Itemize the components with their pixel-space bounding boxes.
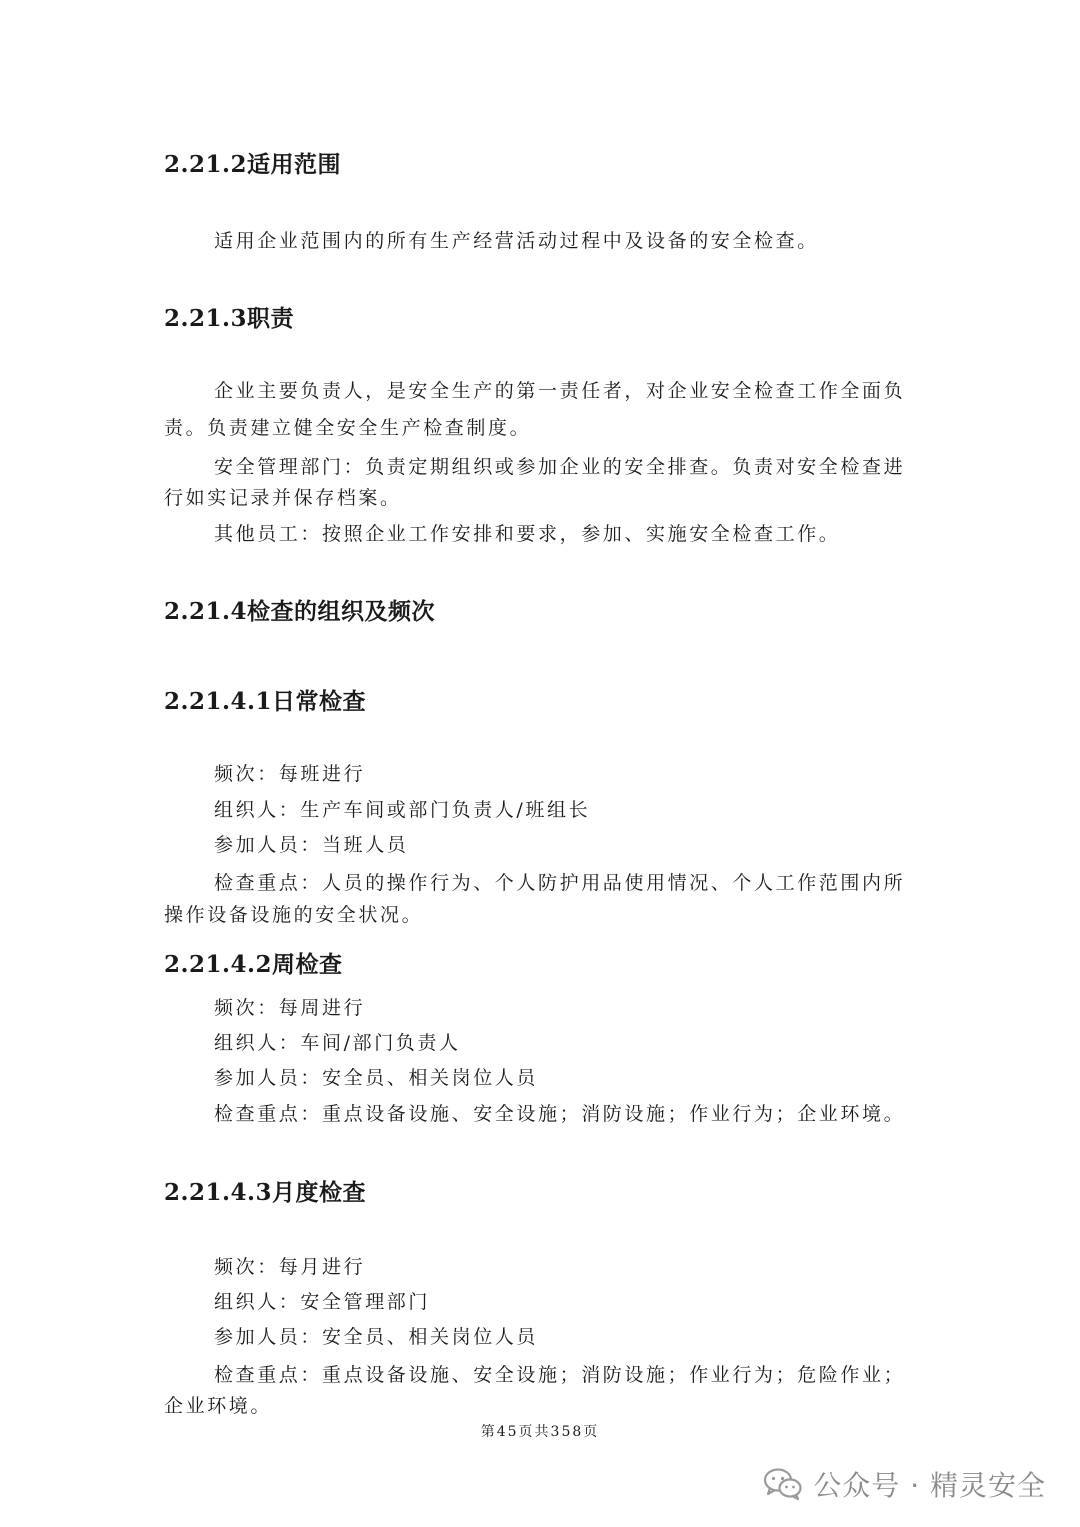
daily-organizer: 组织人：生产车间或部门负责人/班组长	[214, 799, 591, 821]
section-heading-2-21-4-1: 2.21.4.1日常检查	[164, 688, 367, 715]
section-heading-2-21-4-2: 2.21.4.2周检查	[164, 951, 343, 978]
section-heading-2-21-4: 2.21.4检查的组织及频次	[164, 598, 436, 625]
weekly-focus: 检查重点：重点设备设施、安全设施；消防设施；作业行为；企业环境。	[214, 1103, 906, 1125]
page-number-footer: 第45页共358页	[480, 1424, 600, 1440]
weekly-frequency: 频次：每周进行	[214, 997, 366, 1019]
monthly-participants: 参加人员：安全员、相关岗位人员	[214, 1326, 539, 1348]
daily-participants: 参加人员：当班人员	[214, 834, 409, 856]
paragraph-other-staff: 其他员工：按照企业工作安排和要求，参加、实施安全检查工作。	[214, 523, 841, 545]
daily-focus-line2: 操作设备设施的安全状况。	[164, 904, 424, 926]
section-heading-2-21-3: 2.21.3职责	[164, 305, 295, 332]
section-heading-2-21-4-3: 2.21.4.3月度检查	[164, 1179, 367, 1206]
monthly-focus-line2: 企业环境。	[164, 1395, 273, 1417]
monthly-organizer: 组织人：安全管理部门	[214, 1291, 431, 1313]
paragraph-leader-line2: 责。负责建立健全安全生产检查制度。	[164, 417, 532, 439]
paragraph-safety-dept-line1: 安全管理部门：负责定期组织或参加企业的安全排查。负责对安全检查进	[214, 456, 906, 478]
paragraph-scope: 适用企业范围内的所有生产经营活动过程中及设备的安全检查。	[214, 230, 819, 252]
paragraph-leader-line1: 企业主要负责人，是安全生产的第一责任者，对企业安全检查工作全面负	[214, 380, 906, 402]
weekly-organizer: 组织人：车间/部门负责人	[214, 1032, 461, 1054]
weekly-participants: 参加人员：安全员、相关岗位人员	[214, 1067, 539, 1089]
section-heading-2-21-2: 2.21.2适用范围	[164, 151, 342, 178]
paragraph-safety-dept-line2: 行如实记录并保存档案。	[164, 487, 402, 509]
monthly-frequency: 频次：每月进行	[214, 1256, 366, 1278]
monthly-focus-line1: 检查重点：重点设备设施、安全设施；消防设施；作业行为；危险作业；	[214, 1364, 906, 1386]
watermark-text: 公众号 · 精灵安全	[813, 1469, 1046, 1502]
daily-frequency: 频次：每班进行	[214, 763, 366, 785]
watermark	[763, 1464, 1046, 1504]
wechat-icon	[763, 1467, 803, 1501]
daily-focus-line1: 检查重点：人员的操作行为、个人防护用品使用情况、个人工作范围内所	[214, 872, 906, 894]
